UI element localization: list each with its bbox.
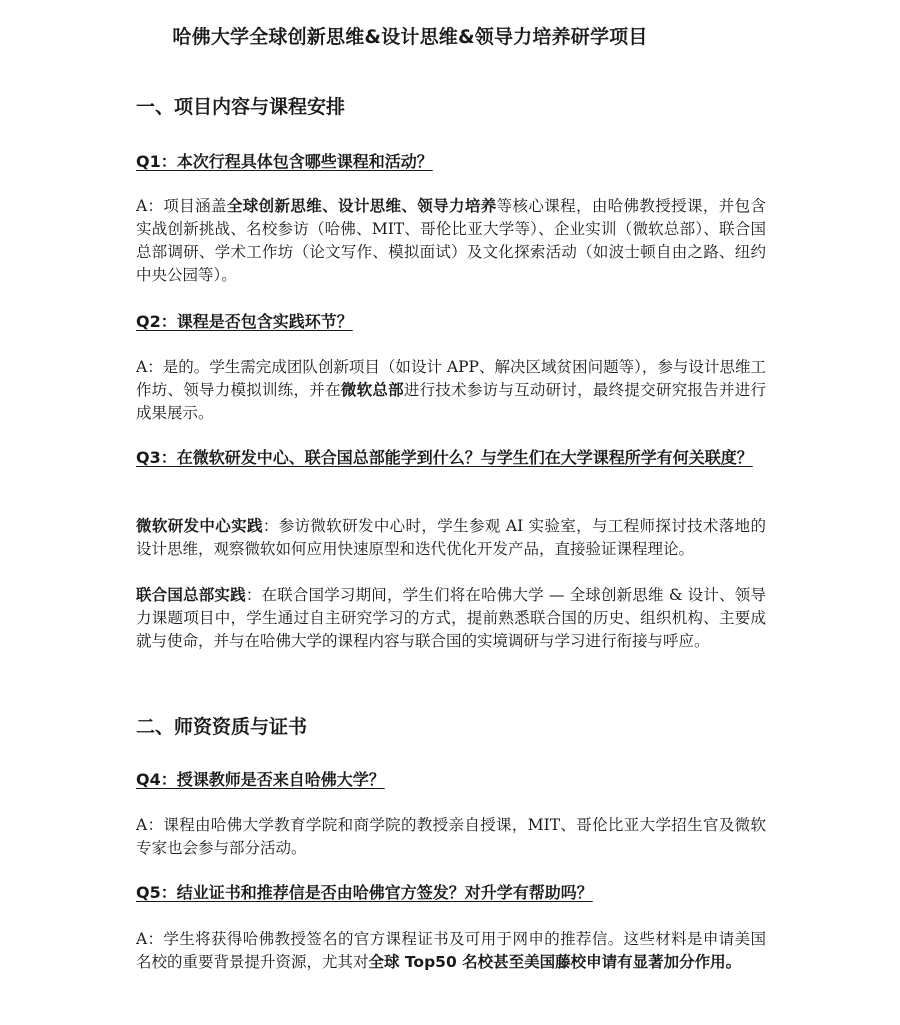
answer-q5-bold: 全球 Top50 名校甚至美国藤校申请有显著加分作用。: [368, 953, 742, 971]
answer-q2-prefix: A：是的。学生需完成团队创新项目（如设计 APP、解决区域贫困问题等），参与设计思维工作坊、领导力模拟训练，并在: [136, 358, 766, 399]
answer-q5-prefix: A：学生将获得哈佛教授签名的官方课程证书及可用于网申的推荐信。这些材料是申请美国名校的重要背景提升资源，尤其对: [136, 930, 766, 971]
answer-q3-microsoft-label: 微软研发中心实践: [136, 517, 263, 535]
answer-q1-prefix: A：项目涵盖: [136, 197, 227, 215]
answer-q1: [136, 195, 766, 287]
answer-q3-microsoft: [136, 515, 766, 561]
answer-q1-suffix: 等核心课程，由哈佛教授授课，并包含实战创新挑战、名校参访（哈佛、MIT、哥伦比亚大学等）、企业实训（微软总部）、联合国总部调研、学术工作坊（论文写作、模拟面试）及文化探索活动（如波士顿自由之路、纽约中央公园等）。: [136, 197, 766, 284]
answer-q3-un: [136, 584, 766, 653]
answer-q2-suffix: 进行技术参访与互动研讨，最终提交研究报告并进行成果展示。: [136, 381, 766, 422]
answer-q4: A：课程由哈佛大学教育学院和商学院的教授亲自授课，MIT、哥伦比亚大学招生官及微软专家也会参与部分活动。: [136, 816, 766, 857]
section-heading-1: 一、项目内容与课程安排: [136, 96, 346, 118]
question-q5: Q5：结业证书和推荐信是否由哈佛官方签发？对升学有帮助吗？: [136, 883, 593, 902]
answer-q5: [136, 928, 766, 974]
question-q2: Q2：课程是否包含实践环节？: [136, 312, 353, 331]
question-q1: Q1：本次行程具体包含哪些课程和活动？: [136, 152, 433, 171]
answer-q2-bold: 微软总部: [340, 381, 404, 399]
answer-q3-microsoft-text: ：参访微软研发中心时，学生参观 AI 实验室，与工程师探讨技术落地的设计思维，观察微软如何应用快速原型和迭代优化开发产品，直接验证课程理论。: [136, 517, 766, 558]
section-heading-2: 二、师资资质与证书: [136, 716, 308, 738]
question-q3: Q3：在微软研发中心、联合国总部能学到什么？与学生们在大学课程所学有何关联度？: [136, 448, 753, 467]
answer-q2: [136, 356, 766, 425]
answer-q3-un-label: 联合国总部实践: [136, 586, 246, 604]
answer-q3-un-text: ：在联合国学习期间，学生们将在哈佛大学 — 全球创新思维 & 设计、领导力课题项目中，学生通过自主研究学习的方式，提前熟悉联合国的历史、组织机构、主要成就与使命，并与在哈佛大学的课程内容与联合国的实境调研与学习进行衔接与呼应。: [136, 586, 766, 650]
question-q4: Q4：授课教师是否来自哈佛大学？: [136, 770, 385, 789]
document-title: 哈佛大学全球创新思维&设计思维&领导力培养研学项目: [172, 26, 648, 48]
answer-q1-bold: 全球创新思维、设计思维、领导力培养: [226, 197, 497, 215]
